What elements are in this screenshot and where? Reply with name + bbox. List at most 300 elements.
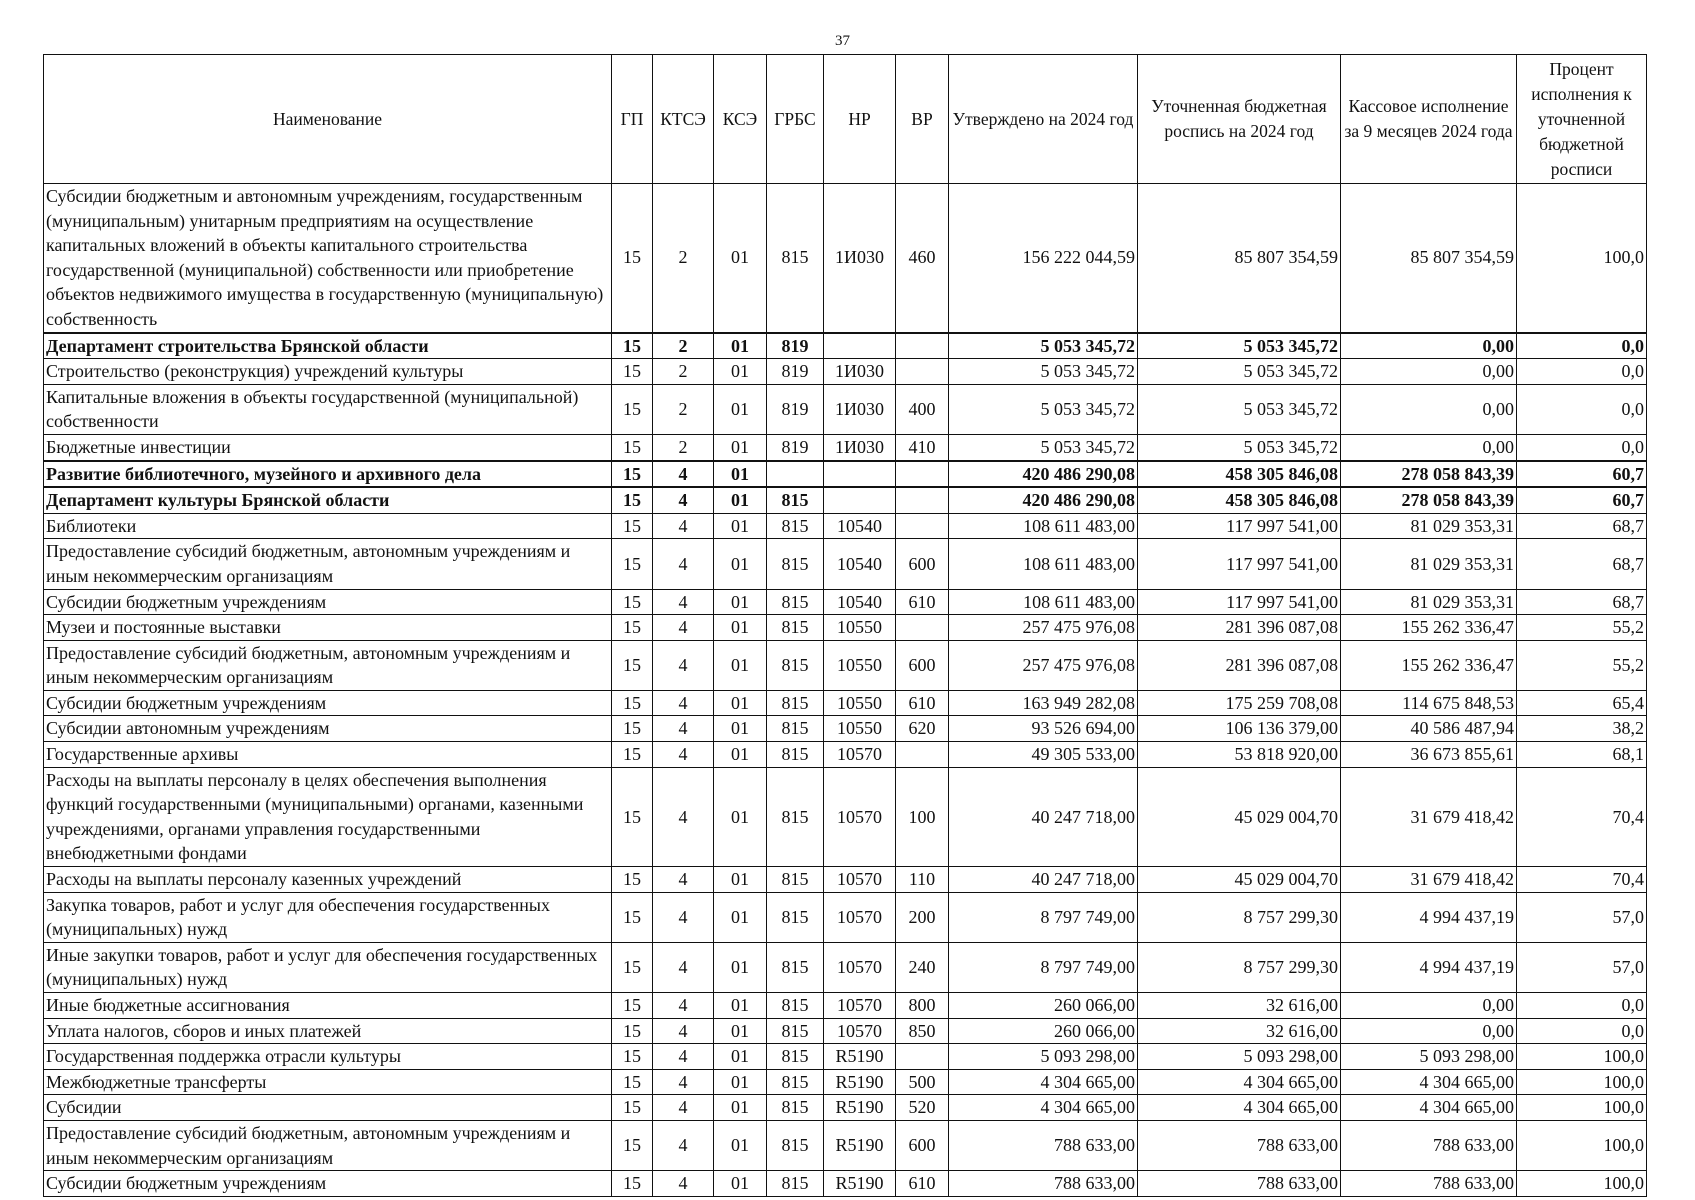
table-row — [44, 1095, 1647, 1121]
cell-pct: 60,7 — [1517, 461, 1647, 488]
column-header-refined: Уточненная бюджетная роспись на 2024 год — [1138, 55, 1341, 184]
cell-name: Департамент культуры Брянской области — [44, 487, 612, 513]
cell-ktse: 4 — [653, 716, 714, 742]
cell-kse: 01 — [714, 742, 767, 768]
cell-cash: 4 304 665,00 — [1341, 1069, 1517, 1095]
cell-ktse: 4 — [653, 487, 714, 513]
table-row — [44, 867, 1647, 893]
cell-kse: 01 — [714, 892, 767, 942]
cell-name: Межбюджетные трансферты — [44, 1069, 612, 1095]
cell-kse: 01 — [714, 767, 767, 866]
cell-refined: 5 053 345,72 — [1138, 333, 1341, 359]
cell-ktse: 4 — [653, 767, 714, 866]
cell-gp: 15 — [612, 690, 653, 716]
cell-cash: 81 029 353,31 — [1341, 513, 1517, 539]
cell-nr: R5190 — [824, 1171, 896, 1197]
cell-name: Субсидии — [44, 1095, 612, 1121]
cell-pct: 0,0 — [1517, 1018, 1647, 1044]
cell-cash: 788 633,00 — [1341, 1120, 1517, 1170]
cell-kse: 01 — [714, 384, 767, 434]
cell-grbs: 815 — [767, 690, 824, 716]
cell-nr — [824, 333, 896, 359]
cell-nr: 10570 — [824, 867, 896, 893]
cell-grbs: 815 — [767, 867, 824, 893]
cell-nr: 1И030 — [824, 434, 896, 460]
cell-approved: 788 633,00 — [949, 1171, 1138, 1197]
cell-vr — [896, 615, 949, 641]
cell-gp: 15 — [612, 384, 653, 434]
column-header-gp: ГП — [612, 55, 653, 184]
cell-pct: 68,7 — [1517, 589, 1647, 615]
cell-pct: 0,0 — [1517, 993, 1647, 1019]
cell-ktse: 4 — [653, 1018, 714, 1044]
cell-pct: 68,1 — [1517, 742, 1647, 768]
cell-cash: 788 633,00 — [1341, 1171, 1517, 1197]
cell-kse: 01 — [714, 1018, 767, 1044]
cell-approved: 40 247 718,00 — [949, 867, 1138, 893]
cell-cash: 155 262 336,47 — [1341, 640, 1517, 690]
cell-name: Субсидии бюджетным учреждениям — [44, 1171, 612, 1197]
cell-gp: 15 — [612, 867, 653, 893]
cell-refined: 458 305 846,08 — [1138, 487, 1341, 513]
cell-vr — [896, 742, 949, 768]
cell-gp: 15 — [612, 767, 653, 866]
cell-gp: 15 — [612, 716, 653, 742]
cell-vr: 400 — [896, 384, 949, 434]
cell-refined: 8 757 299,30 — [1138, 892, 1341, 942]
cell-gp: 15 — [612, 892, 653, 942]
cell-cash: 0,00 — [1341, 993, 1517, 1019]
cell-ktse: 4 — [653, 1095, 714, 1121]
cell-gp: 15 — [612, 539, 653, 589]
cell-gp: 15 — [612, 461, 653, 488]
table-row — [44, 993, 1647, 1019]
cell-approved: 108 611 483,00 — [949, 513, 1138, 539]
cell-nr: 10540 — [824, 589, 896, 615]
table-row — [44, 892, 1647, 942]
cell-pct: 55,2 — [1517, 640, 1647, 690]
cell-grbs: 819 — [767, 333, 824, 359]
cell-grbs: 815 — [767, 1171, 824, 1197]
cell-refined: 788 633,00 — [1138, 1120, 1341, 1170]
table-header — [44, 55, 1647, 184]
cell-vr: 620 — [896, 716, 949, 742]
cell-refined: 4 304 665,00 — [1138, 1069, 1341, 1095]
cell-nr: 10550 — [824, 690, 896, 716]
cell-grbs: 815 — [767, 1018, 824, 1044]
cell-refined: 45 029 004,70 — [1138, 867, 1341, 893]
cell-nr: 10550 — [824, 716, 896, 742]
table-row — [44, 513, 1647, 539]
cell-gp: 15 — [612, 184, 653, 333]
cell-name: Уплата налогов, сборов и иных платежей — [44, 1018, 612, 1044]
cell-nr — [824, 461, 896, 488]
column-header-pct: Процент исполнения к уточненной бюджетной росписи — [1517, 55, 1647, 184]
cell-pct: 38,2 — [1517, 716, 1647, 742]
cell-refined: 32 616,00 — [1138, 993, 1341, 1019]
cell-gp: 15 — [612, 333, 653, 359]
cell-ktse: 2 — [653, 359, 714, 385]
cell-vr: 610 — [896, 690, 949, 716]
cell-cash: 278 058 843,39 — [1341, 461, 1517, 488]
cell-vr: 460 — [896, 184, 949, 333]
cell-approved: 8 797 749,00 — [949, 892, 1138, 942]
cell-cash: 155 262 336,47 — [1341, 615, 1517, 641]
cell-cash: 4 994 437,19 — [1341, 942, 1517, 992]
cell-name: Субсидии бюджетным учреждениям — [44, 690, 612, 716]
cell-ktse: 4 — [653, 1069, 714, 1095]
cell-refined: 32 616,00 — [1138, 1018, 1341, 1044]
cell-pct: 70,4 — [1517, 767, 1647, 866]
table-row — [44, 716, 1647, 742]
cell-ktse: 4 — [653, 513, 714, 539]
cell-pct: 100,0 — [1517, 1095, 1647, 1121]
cell-vr — [896, 461, 949, 488]
cell-gp: 15 — [612, 1095, 653, 1121]
cell-name: Предоставление субсидий бюджетным, автономным учреждениям и иным некоммерческим организациям — [44, 539, 612, 589]
cell-refined: 117 997 541,00 — [1138, 589, 1341, 615]
cell-nr: R5190 — [824, 1044, 896, 1070]
cell-grbs: 815 — [767, 589, 824, 615]
cell-gp: 15 — [612, 615, 653, 641]
cell-cash: 31 679 418,42 — [1341, 767, 1517, 866]
cell-kse: 01 — [714, 513, 767, 539]
cell-approved: 163 949 282,08 — [949, 690, 1138, 716]
cell-pct: 65,4 — [1517, 690, 1647, 716]
cell-grbs: 819 — [767, 384, 824, 434]
cell-gp: 15 — [612, 640, 653, 690]
cell-pct: 100,0 — [1517, 184, 1647, 333]
cell-approved: 8 797 749,00 — [949, 942, 1138, 992]
table-row — [44, 742, 1647, 768]
table-row — [44, 1120, 1647, 1170]
cell-ktse: 4 — [653, 615, 714, 641]
cell-nr: R5190 — [824, 1095, 896, 1121]
budget-table — [43, 54, 1647, 1197]
cell-refined: 5 053 345,72 — [1138, 359, 1341, 385]
cell-nr: R5190 — [824, 1120, 896, 1170]
cell-grbs: 815 — [767, 184, 824, 333]
cell-cash: 4 304 665,00 — [1341, 1095, 1517, 1121]
cell-kse: 01 — [714, 867, 767, 893]
cell-nr: 10570 — [824, 942, 896, 992]
cell-approved: 5 093 298,00 — [949, 1044, 1138, 1070]
cell-ktse: 2 — [653, 434, 714, 460]
cell-kse: 01 — [714, 184, 767, 333]
cell-vr: 110 — [896, 867, 949, 893]
cell-cash: 0,00 — [1341, 434, 1517, 460]
cell-refined: 85 807 354,59 — [1138, 184, 1341, 333]
cell-pct: 0,0 — [1517, 333, 1647, 359]
cell-name: Бюджетные инвестиции — [44, 434, 612, 460]
table-row — [44, 333, 1647, 359]
cell-refined: 53 818 920,00 — [1138, 742, 1341, 768]
table-row — [44, 589, 1647, 615]
cell-kse: 01 — [714, 434, 767, 460]
cell-gp: 15 — [612, 1069, 653, 1095]
cell-approved: 260 066,00 — [949, 993, 1138, 1019]
cell-refined: 458 305 846,08 — [1138, 461, 1341, 488]
cell-vr: 600 — [896, 539, 949, 589]
cell-refined: 281 396 087,08 — [1138, 615, 1341, 641]
cell-approved: 4 304 665,00 — [949, 1095, 1138, 1121]
cell-grbs: 815 — [767, 487, 824, 513]
cell-nr: 10570 — [824, 742, 896, 768]
cell-nr: R5190 — [824, 1069, 896, 1095]
cell-kse: 01 — [714, 589, 767, 615]
cell-name: Расходы на выплаты персоналу казенных учреждений — [44, 867, 612, 893]
cell-nr: 1И030 — [824, 184, 896, 333]
cell-cash: 114 675 848,53 — [1341, 690, 1517, 716]
cell-kse: 01 — [714, 359, 767, 385]
cell-kse: 01 — [714, 1120, 767, 1170]
cell-approved: 5 053 345,72 — [949, 434, 1138, 460]
cell-nr: 10570 — [824, 1018, 896, 1044]
cell-name: Субсидии бюджетным и автономным учреждениям, государственным (муниципальным) унитарным предприятиям на осуществление капитальных вложений в объекты капитального строительства государственной (муниципальной) собственности или приобретение объектов недвижимого имущества в государственную (муниципальную) собственность — [44, 184, 612, 333]
cell-name: Субсидии автономным учреждениям — [44, 716, 612, 742]
column-header-grbs: ГРБС — [767, 55, 824, 184]
cell-nr: 10570 — [824, 892, 896, 942]
cell-refined: 45 029 004,70 — [1138, 767, 1341, 866]
cell-pct: 100,0 — [1517, 1120, 1647, 1170]
cell-gp: 15 — [612, 1044, 653, 1070]
column-header-name: Наименование — [44, 55, 612, 184]
cell-kse: 01 — [714, 615, 767, 641]
cell-name: Субсидии бюджетным учреждениям — [44, 589, 612, 615]
table-row — [44, 359, 1647, 385]
cell-ktse: 4 — [653, 690, 714, 716]
cell-kse: 01 — [714, 1069, 767, 1095]
cell-pct: 0,0 — [1517, 384, 1647, 434]
table-row — [44, 184, 1647, 333]
cell-refined: 117 997 541,00 — [1138, 539, 1341, 589]
cell-kse: 01 — [714, 1095, 767, 1121]
cell-pct: 100,0 — [1517, 1171, 1647, 1197]
table-row — [44, 640, 1647, 690]
cell-vr: 850 — [896, 1018, 949, 1044]
cell-ktse: 4 — [653, 1120, 714, 1170]
cell-kse: 01 — [714, 1171, 767, 1197]
cell-vr: 500 — [896, 1069, 949, 1095]
cell-cash: 81 029 353,31 — [1341, 539, 1517, 589]
cell-grbs: 819 — [767, 434, 824, 460]
cell-ktse: 4 — [653, 993, 714, 1019]
cell-refined: 5 053 345,72 — [1138, 384, 1341, 434]
cell-cash: 278 058 843,39 — [1341, 487, 1517, 513]
cell-name: Развитие библиотечного, музейного и архивного дела — [44, 461, 612, 488]
cell-cash: 31 679 418,42 — [1341, 867, 1517, 893]
cell-kse: 01 — [714, 487, 767, 513]
cell-refined: 8 757 299,30 — [1138, 942, 1341, 992]
cell-approved: 257 475 976,08 — [949, 615, 1138, 641]
cell-pct: 55,2 — [1517, 615, 1647, 641]
cell-cash: 40 586 487,94 — [1341, 716, 1517, 742]
cell-name: Библиотеки — [44, 513, 612, 539]
cell-approved: 260 066,00 — [949, 1018, 1138, 1044]
cell-approved: 4 304 665,00 — [949, 1069, 1138, 1095]
cell-approved: 108 611 483,00 — [949, 539, 1138, 589]
cell-cash: 0,00 — [1341, 359, 1517, 385]
column-header-vr: ВР — [896, 55, 949, 184]
cell-gp: 15 — [612, 589, 653, 615]
cell-refined: 5 053 345,72 — [1138, 434, 1341, 460]
cell-cash: 4 994 437,19 — [1341, 892, 1517, 942]
cell-pct: 60,7 — [1517, 487, 1647, 513]
cell-approved: 49 305 533,00 — [949, 742, 1138, 768]
cell-name: Музеи и постоянные выставки — [44, 615, 612, 641]
cell-gp: 15 — [612, 513, 653, 539]
cell-kse: 01 — [714, 993, 767, 1019]
cell-pct: 0,0 — [1517, 434, 1647, 460]
cell-grbs: 815 — [767, 993, 824, 1019]
cell-name: Иные закупки товаров, работ и услуг для обеспечения государственных (муниципальных) нужд — [44, 942, 612, 992]
cell-nr: 10550 — [824, 640, 896, 690]
cell-nr — [824, 487, 896, 513]
cell-name: Расходы на выплаты персоналу в целях обеспечения выполнения функций государственными (муниципальными) органами, казенными учреждениями, органами управления государственными внебюджетными фондами — [44, 767, 612, 866]
cell-ktse: 2 — [653, 384, 714, 434]
cell-name: Капитальные вложения в объекты государственной (муниципальной) собственности — [44, 384, 612, 434]
cell-pct: 100,0 — [1517, 1044, 1647, 1070]
cell-name: Строительство (реконструкция) учреждений культуры — [44, 359, 612, 385]
cell-gp: 15 — [612, 742, 653, 768]
cell-approved: 420 486 290,08 — [949, 487, 1138, 513]
cell-pct: 0,0 — [1517, 359, 1647, 385]
cell-ktse: 4 — [653, 942, 714, 992]
cell-pct: 57,0 — [1517, 892, 1647, 942]
cell-grbs: 815 — [767, 1095, 824, 1121]
cell-vr: 600 — [896, 640, 949, 690]
cell-grbs: 815 — [767, 1044, 824, 1070]
cell-vr — [896, 333, 949, 359]
cell-vr — [896, 359, 949, 385]
cell-vr: 410 — [896, 434, 949, 460]
table-row — [44, 767, 1647, 866]
cell-name: Иные бюджетные ассигнования — [44, 993, 612, 1019]
cell-gp: 15 — [612, 942, 653, 992]
cell-kse: 01 — [714, 1044, 767, 1070]
cell-name: Закупка товаров, работ и услуг для обеспечения государственных (муниципальных) нужд — [44, 892, 612, 942]
cell-vr: 240 — [896, 942, 949, 992]
cell-name: Государственные архивы — [44, 742, 612, 768]
cell-cash: 0,00 — [1341, 333, 1517, 359]
cell-grbs — [767, 461, 824, 488]
cell-ktse: 4 — [653, 1044, 714, 1070]
cell-gp: 15 — [612, 993, 653, 1019]
cell-cash: 85 807 354,59 — [1341, 184, 1517, 333]
page-number: 37 — [835, 33, 850, 49]
cell-kse: 01 — [714, 539, 767, 589]
cell-grbs: 815 — [767, 640, 824, 690]
cell-name: Государственная поддержка отрасли культуры — [44, 1044, 612, 1070]
cell-ktse: 2 — [653, 184, 714, 333]
cell-vr: 610 — [896, 1171, 949, 1197]
cell-grbs: 815 — [767, 615, 824, 641]
table-row — [44, 384, 1647, 434]
cell-refined: 175 259 708,08 — [1138, 690, 1341, 716]
table-row — [44, 690, 1647, 716]
column-header-kse: КСЭ — [714, 55, 767, 184]
cell-ktse: 4 — [653, 461, 714, 488]
cell-approved: 93 526 694,00 — [949, 716, 1138, 742]
cell-grbs: 815 — [767, 942, 824, 992]
cell-ktse: 4 — [653, 539, 714, 589]
cell-vr: 520 — [896, 1095, 949, 1121]
cell-cash: 0,00 — [1341, 1018, 1517, 1044]
cell-refined: 5 093 298,00 — [1138, 1044, 1341, 1070]
table-row — [44, 1171, 1647, 1197]
cell-approved: 5 053 345,72 — [949, 384, 1138, 434]
cell-nr: 1И030 — [824, 359, 896, 385]
cell-grbs: 815 — [767, 1120, 824, 1170]
cell-vr — [896, 513, 949, 539]
cell-gp: 15 — [612, 1018, 653, 1044]
table-row — [44, 615, 1647, 641]
cell-approved: 5 053 345,72 — [949, 359, 1138, 385]
cell-approved: 257 475 976,08 — [949, 640, 1138, 690]
cell-refined: 106 136 379,00 — [1138, 716, 1341, 742]
cell-gp: 15 — [612, 1171, 653, 1197]
cell-name: Предоставление субсидий бюджетным, автономным учреждениям и иным некоммерческим организациям — [44, 1120, 612, 1170]
cell-ktse: 4 — [653, 867, 714, 893]
cell-grbs: 815 — [767, 767, 824, 866]
column-header-cash: Кассовое исполнение за 9 месяцев 2024 года — [1341, 55, 1517, 184]
cell-grbs: 815 — [767, 716, 824, 742]
cell-vr — [896, 1044, 949, 1070]
cell-pct: 100,0 — [1517, 1069, 1647, 1095]
cell-gp: 15 — [612, 434, 653, 460]
cell-cash: 81 029 353,31 — [1341, 589, 1517, 615]
cell-refined: 117 997 541,00 — [1138, 513, 1341, 539]
cell-refined: 788 633,00 — [1138, 1171, 1341, 1197]
cell-grbs: 815 — [767, 539, 824, 589]
cell-vr: 600 — [896, 1120, 949, 1170]
cell-pct: 57,0 — [1517, 942, 1647, 992]
cell-nr: 1И030 — [824, 384, 896, 434]
table-row — [44, 434, 1647, 460]
cell-approved: 108 611 483,00 — [949, 589, 1138, 615]
cell-ktse: 2 — [653, 333, 714, 359]
cell-pct: 70,4 — [1517, 867, 1647, 893]
cell-vr: 800 — [896, 993, 949, 1019]
cell-gp: 15 — [612, 487, 653, 513]
cell-kse: 01 — [714, 333, 767, 359]
cell-kse: 01 — [714, 461, 767, 488]
cell-gp: 15 — [612, 1120, 653, 1170]
cell-pct: 68,7 — [1517, 539, 1647, 589]
cell-gp: 15 — [612, 359, 653, 385]
cell-nr: 10570 — [824, 767, 896, 866]
cell-approved: 40 247 718,00 — [949, 767, 1138, 866]
cell-cash: 36 673 855,61 — [1341, 742, 1517, 768]
table-row — [44, 461, 1647, 488]
table-row — [44, 487, 1647, 513]
cell-cash: 0,00 — [1341, 384, 1517, 434]
cell-nr: 10540 — [824, 513, 896, 539]
cell-nr: 10550 — [824, 615, 896, 641]
column-header-nr: НР — [824, 55, 896, 184]
cell-approved: 420 486 290,08 — [949, 461, 1138, 488]
cell-ktse: 4 — [653, 1171, 714, 1197]
cell-pct: 68,7 — [1517, 513, 1647, 539]
cell-ktse: 4 — [653, 640, 714, 690]
cell-grbs: 815 — [767, 892, 824, 942]
cell-approved: 5 053 345,72 — [949, 333, 1138, 359]
cell-vr — [896, 487, 949, 513]
cell-nr: 10540 — [824, 539, 896, 589]
column-header-approved: Утверждено на 2024 год — [949, 55, 1138, 184]
cell-ktse: 4 — [653, 589, 714, 615]
table-row — [44, 942, 1647, 992]
